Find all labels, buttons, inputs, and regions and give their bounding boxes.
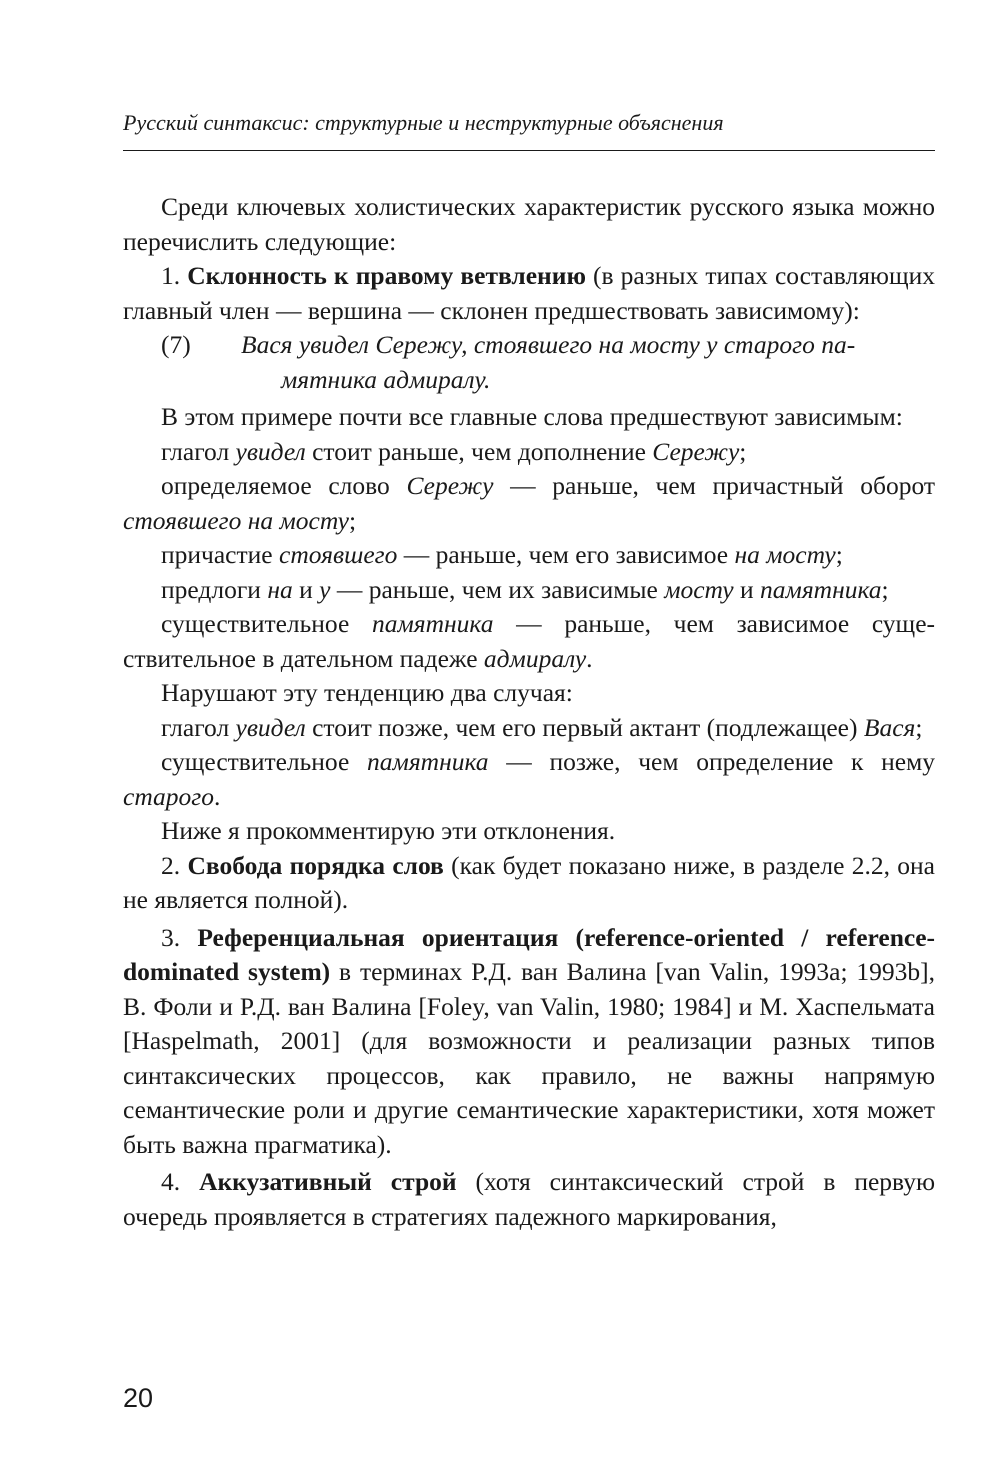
violations-intro: Нарушают эту тенденцию два случая: — [161, 678, 573, 707]
case-paragraph: существительное памятника — раньше, чем зависимое существительное в дательном падеже адмиралу. — [123, 609, 936, 673]
page-number: 20 — [123, 1383, 154, 1413]
list-item-3: 3. Референциальная ориентация (reference-oriented / reference-dominated system) в терминах Р.Д. ван Валина [van Valin, 1993a; 1993b], В. Фоли и Р.Д. ван Валина [Foley, van Valin, 1980; 1984] и М. Хаспельмата [Haspelmath, 2001] (для возможности и реализации разных типов синтаксических процессов, как правило, не важны напрямую семантические роли и другие семантические характеристики, хотя может быть важна прагматика). — [123, 922, 936, 1159]
item-text: (в разных типах составляющих главный член — вершина — склонен предшествовать зависимому): — [123, 261, 936, 325]
list-item-1 — [123, 259, 935, 328]
case-paragraph: причастие стоявшего — раньше, чем его зависимое на мосту; — [161, 540, 843, 569]
violation-paragraph: глагол увидел стоит позже, чем его первый актант (подлежащее) Вася; — [161, 712, 923, 742]
case-paragraph: глагол увидел стоит раньше, чем дополнение Сережу; — [161, 436, 747, 466]
item-number: 1. — [161, 261, 181, 290]
example-label: (7) — [161, 330, 191, 359]
case-paragraph: предлоги на и у — раньше, чем их зависимые мосту и памятника; — [161, 574, 889, 604]
intro-paragraph: Среди ключевых холистических характеристик русского языка можно перечислить следующие: — [123, 192, 935, 256]
violation-paragraph: существительное памятника — позже, чем определение к нему старого. — [123, 747, 935, 811]
list-item-4: 4. Аккузативный строй (хотя синтаксический строй в первую очередь проявляется в стратегиях падежного маркирования, — [123, 1167, 936, 1231]
example-7 — [123, 328, 935, 397]
header-rule — [123, 150, 935, 151]
list-item-2: 2. Свобода порядка слов (как будет показано ниже, в разделе 2.2, она не является полной). — [123, 850, 935, 914]
example-commentary: В этом примере почти все главные слова предшествуют зависимым: — [161, 402, 903, 431]
item-title: Склонность к правому ветвлению — [187, 261, 586, 290]
case-paragraph: определяемое слово Сережу — раньше, чем причастный оборот стоявшего на мосту; — [123, 471, 936, 535]
example-text — [241, 328, 935, 397]
running-header: Русский синтаксис: структурные и неструктурные объяснения — [123, 110, 724, 135]
page-body — [123, 190, 935, 1234]
example-line: Вася увидел Сережу, стоявшего на мосту у старого па- — [241, 330, 856, 359]
comment-paragraph: Ниже я прокомментирую эти отклонения. — [161, 816, 616, 845]
example-line: мятника адмиралу. — [281, 364, 491, 394]
